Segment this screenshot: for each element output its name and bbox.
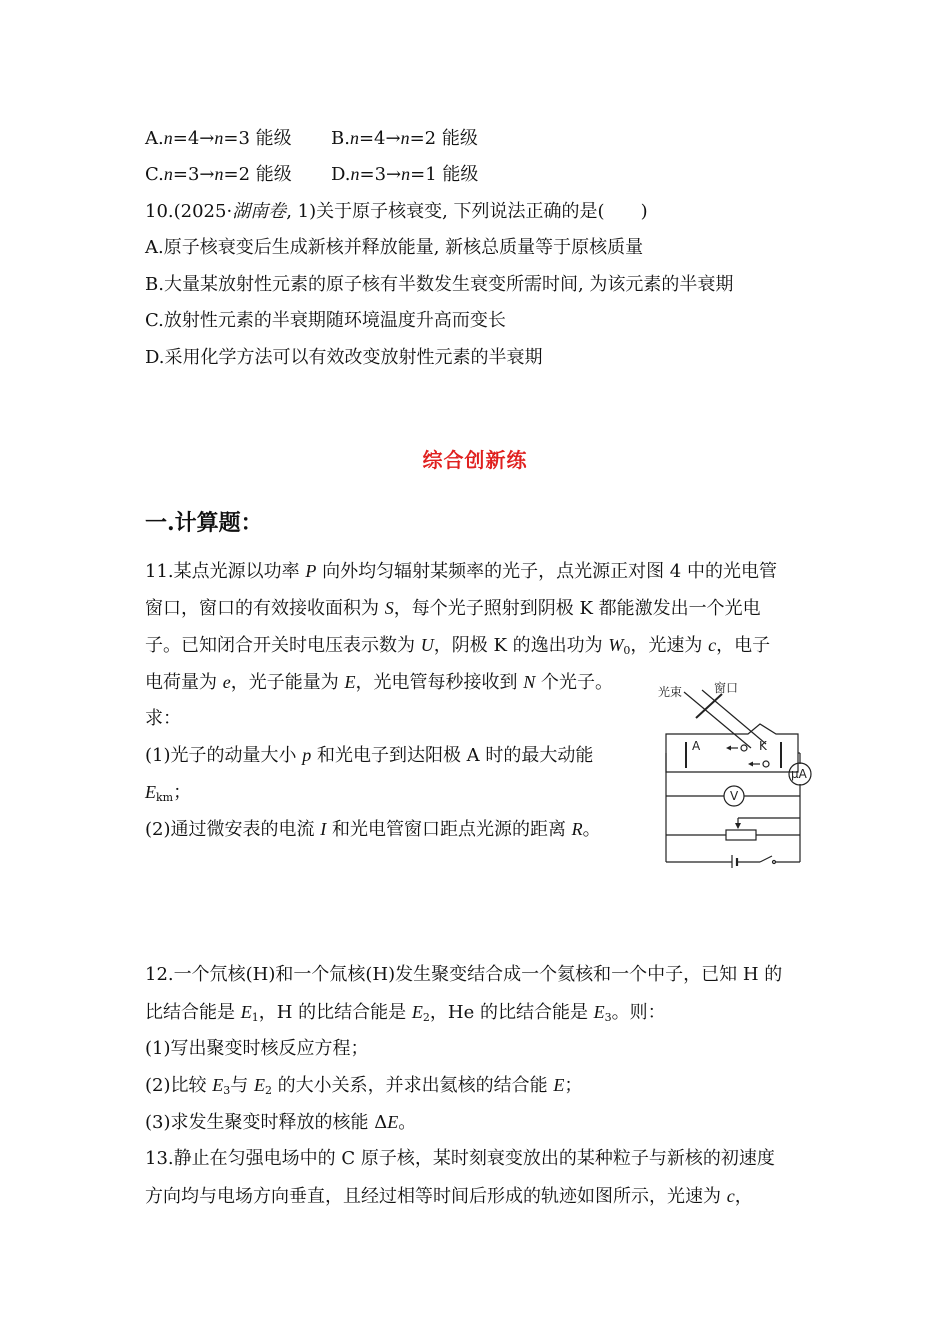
anode-label: A bbox=[692, 739, 701, 753]
q10-option-d: D.采用化学方法可以有效改变放射性元素的半衰期 bbox=[145, 347, 543, 368]
q12-line-2: 比结合能是 $E_1$，H 的比结合能是 $E_2$，He 的比结合能是 $E_3$。则： bbox=[145, 1002, 666, 1024]
q10-stem: 10.(2025·湖南卷, 1)关于原子核衰变, 下列说法正确的是( ) bbox=[145, 201, 648, 222]
q11-part-2: (2)通过微安表的电流 I 和光电管窗口距点光源的距离 R。 bbox=[145, 819, 601, 840]
voltmeter-label: V bbox=[730, 789, 739, 803]
q10-option-a: A.原子核衰变后生成新核并释放能量, 新核总质量等于原核质量 bbox=[145, 237, 644, 258]
q11-part-1: (1)光子的动量大小 p 和光电子到达阳极 A 时的最大动能 bbox=[145, 745, 594, 766]
switch-contact bbox=[773, 861, 776, 864]
q9-option-d: D.n=3→n=1 能级 bbox=[331, 164, 479, 185]
q9-option-row-1 bbox=[145, 126, 478, 151]
electron-dot bbox=[741, 745, 747, 751]
q12-part-2: (2)比较 $E_3$与 $E_2$ 的大小关系，并求出氦核的结合能 E； bbox=[145, 1075, 583, 1097]
q13-line-2: 方向均与电场方向垂直，且经过相等时间后形成的轨迹如图所示，光速为 c， bbox=[145, 1186, 753, 1207]
q9-option-c: C.n=3→n=2 能级 bbox=[145, 164, 292, 185]
q12-line-1: 12.一个氘核(H)和一个氚核(H)发生聚变结合成一个氦核和一个中子，已知 H 的 bbox=[145, 964, 783, 985]
electron-arrowhead bbox=[726, 746, 731, 751]
q11-line-4: 电荷量为 e，光子能量为 E，光电管每秒接收到 N 个光子。 bbox=[145, 672, 613, 693]
microammeter-label: μA bbox=[791, 767, 807, 781]
beam-label: 光束 bbox=[658, 685, 683, 699]
slider-arrowhead bbox=[735, 823, 741, 829]
q10-option-b: B.大量某放射性元素的原子核有半数发生衰变所需时间, 为该元素的半衰期 bbox=[145, 274, 734, 295]
q11-line-5: 求： bbox=[145, 708, 181, 729]
section-title: 综合创新练 bbox=[422, 448, 528, 472]
photoelectric-circuit-figure bbox=[656, 680, 818, 868]
q12-part-1: (1)写出聚变时核反应方程； bbox=[145, 1038, 369, 1059]
light-beam-line bbox=[702, 690, 766, 744]
cathode-label: K bbox=[759, 739, 767, 753]
q11-line-3: 子。已知闭合开关时电压表示数为 U，阴极 K 的逸出功为 $W_0$，光速为 c，电子 bbox=[145, 635, 771, 657]
electron-arrowhead bbox=[748, 762, 753, 767]
switch-lever bbox=[760, 856, 772, 862]
q9-option-row-2 bbox=[145, 162, 478, 187]
q11-line-2: 窗口，窗口的有效接收面积为 S，每个光子照射到阴极 K 都能激发出一个光电 bbox=[145, 598, 761, 619]
rheostat-resistor bbox=[726, 830, 756, 840]
q12-part-3: (3)求发生聚变时释放的核能 ΔE。 bbox=[145, 1112, 417, 1133]
calc-heading: 一.计算题： bbox=[145, 510, 263, 536]
q11-part-1-cont: $E_{km}$； bbox=[145, 782, 192, 804]
q13-line-1: 13.静止在匀强电场中的 C 原子核，某时刻衰变放出的某种粒子与新核的初速度 bbox=[145, 1148, 775, 1169]
q9-option-b: B.n=4→n=2 能级 bbox=[331, 128, 478, 149]
window-label: 窗口 bbox=[714, 681, 739, 695]
q11-line-1: 11.某点光源以功率 P 向外均匀辐射某频率的光子，点光源正对图 4 中的光电管 bbox=[145, 561, 777, 582]
electron-dot bbox=[763, 761, 769, 767]
q10-option-c: C.放射性元素的半衰期随环境温度升高而变长 bbox=[145, 310, 506, 331]
q9-option-a: A.n=4→n=3 能级 bbox=[145, 128, 292, 149]
